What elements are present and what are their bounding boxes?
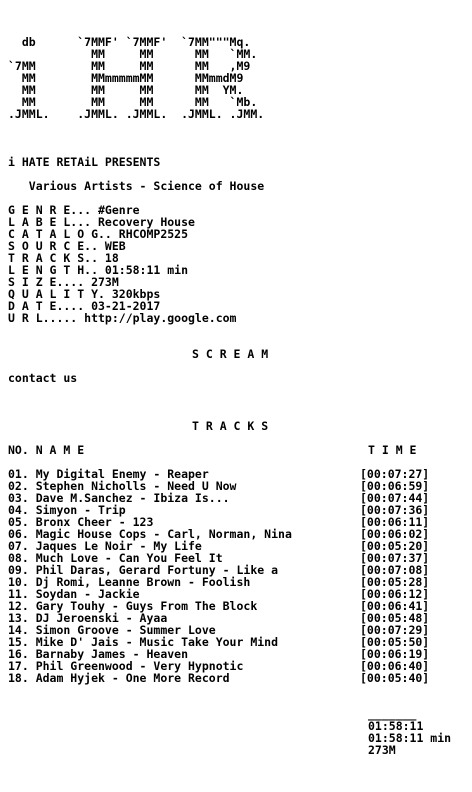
track-name: 05. Bronx Cheer - 123 xyxy=(8,515,154,529)
logo-line: .JMML. .JMML. .JMML. .JMML. .JMM. xyxy=(8,107,265,121)
track-name: 11. Soydan - Jackie xyxy=(8,587,140,601)
track-time: [00:06:02] xyxy=(360,527,430,541)
track-time: [00:07:44] xyxy=(360,491,430,505)
summary-rule: _______ xyxy=(368,707,417,721)
scream-heading: S C R E A M xyxy=(192,347,269,361)
track-name: 04. Simyon - Trip xyxy=(8,503,126,517)
info-date: D A T E.... 03-21-2017 xyxy=(8,299,161,313)
track-time: [00:06:40] xyxy=(360,659,430,673)
track-time: [00:06:19] xyxy=(360,647,430,661)
track-name: 17. Phil Greenwood - Very Hypnotic xyxy=(8,659,244,673)
track-name: 03. Dave M.Sanchez - Ibiza Is... xyxy=(8,491,230,505)
track-time: [00:05:20] xyxy=(360,539,430,553)
logo-line: MM MM MM MM `Mb. xyxy=(8,95,258,109)
summary-total-time: 01:58:11 xyxy=(368,719,424,733)
track-time: [00:07:27] xyxy=(360,467,430,481)
logo-line: `7MM MM MM MM ,M9 xyxy=(8,59,251,73)
track-time: [00:05:40] xyxy=(360,671,430,685)
logo-line: MM MM MM `MM. xyxy=(8,47,258,61)
track-name: 09. Phil Daras, Gerard Fortuny - Like a xyxy=(8,563,279,577)
tracks-heading: T R A C K S xyxy=(192,419,269,433)
track-name: 13. DJ Jeroenski - Ayaa xyxy=(8,611,168,625)
track-time: [00:07:37] xyxy=(360,551,430,565)
info-quality: Q U A L I T Y. 320kbps xyxy=(8,287,161,301)
track-name: 15. Mike D' Jais - Music Take Your Mind xyxy=(8,635,279,649)
column-header-time: T I M E xyxy=(368,443,417,457)
logo-line: MM MM MM MM YM. xyxy=(8,83,244,97)
info-size: S I Z E.... 273M xyxy=(8,275,119,289)
track-name: 02. Stephen Nicholls - Need U Now xyxy=(8,479,237,493)
track-name: 18. Adam Hyjek - One More Record xyxy=(8,671,230,685)
track-time: [00:05:48] xyxy=(360,611,430,625)
track-name: 06. Magic House Cops - Carl, Norman, Nina xyxy=(8,527,292,541)
track-time: [00:07:08] xyxy=(360,563,430,577)
track-name: 08. Much Love - Can You Feel It xyxy=(8,551,223,565)
presents-line: i HATE RETAiL PRESENTS xyxy=(8,155,161,169)
info-genre: G E N R E... #Genre xyxy=(8,203,140,217)
info-tracks: T R A C K S.. 18 xyxy=(8,251,119,265)
column-header-name: NO. N A M E xyxy=(8,443,85,457)
track-time: [00:06:11] xyxy=(360,515,430,529)
logo-line: db `7MMF' `7MMF' `7MM"""Mq. xyxy=(8,35,251,49)
info-source: S O U R C E.. WEB xyxy=(8,239,126,253)
track-name: 01. My Digital Enemy - Reaper xyxy=(8,467,209,481)
track-time: [00:07:36] xyxy=(360,503,430,517)
logo-line: MM MMmmmmmMM MMmmdM9 xyxy=(8,71,244,85)
info-url: U R L..... http://play.google.com xyxy=(8,311,237,325)
track-time: [00:07:29] xyxy=(360,623,430,637)
summary-total-length: 01:58:11 min xyxy=(368,731,452,745)
track-time: [00:05:28] xyxy=(360,575,430,589)
track-name: 16. Barnaby James - Heaven xyxy=(8,647,189,661)
track-time: [00:05:50] xyxy=(360,635,430,649)
info-length: L E N G T H.. 01:58:11 min xyxy=(8,263,189,277)
track-time: [00:06:59] xyxy=(360,479,430,493)
info-label: L A B E L... Recovery House xyxy=(8,215,195,229)
contact-link[interactable]: contact us xyxy=(8,371,78,385)
track-time: [00:06:41] xyxy=(360,599,430,613)
release-title: Various Artists - Science of House xyxy=(8,179,265,193)
summary-total-size: 273M xyxy=(368,743,396,757)
track-name: 14. Simon Groove - Summer Love xyxy=(8,623,216,637)
track-name: 10. Dj Romi, Leanne Brown - Foolish xyxy=(8,575,251,589)
info-catalog: C A T A L O G.. RHCOMP2525 xyxy=(8,227,189,241)
track-name: 07. Jaques Le Noir - My Life xyxy=(8,539,202,553)
track-time: [00:06:12] xyxy=(360,587,430,601)
track-name: 12. Gary Touhy - Guys From The Block xyxy=(8,599,258,613)
